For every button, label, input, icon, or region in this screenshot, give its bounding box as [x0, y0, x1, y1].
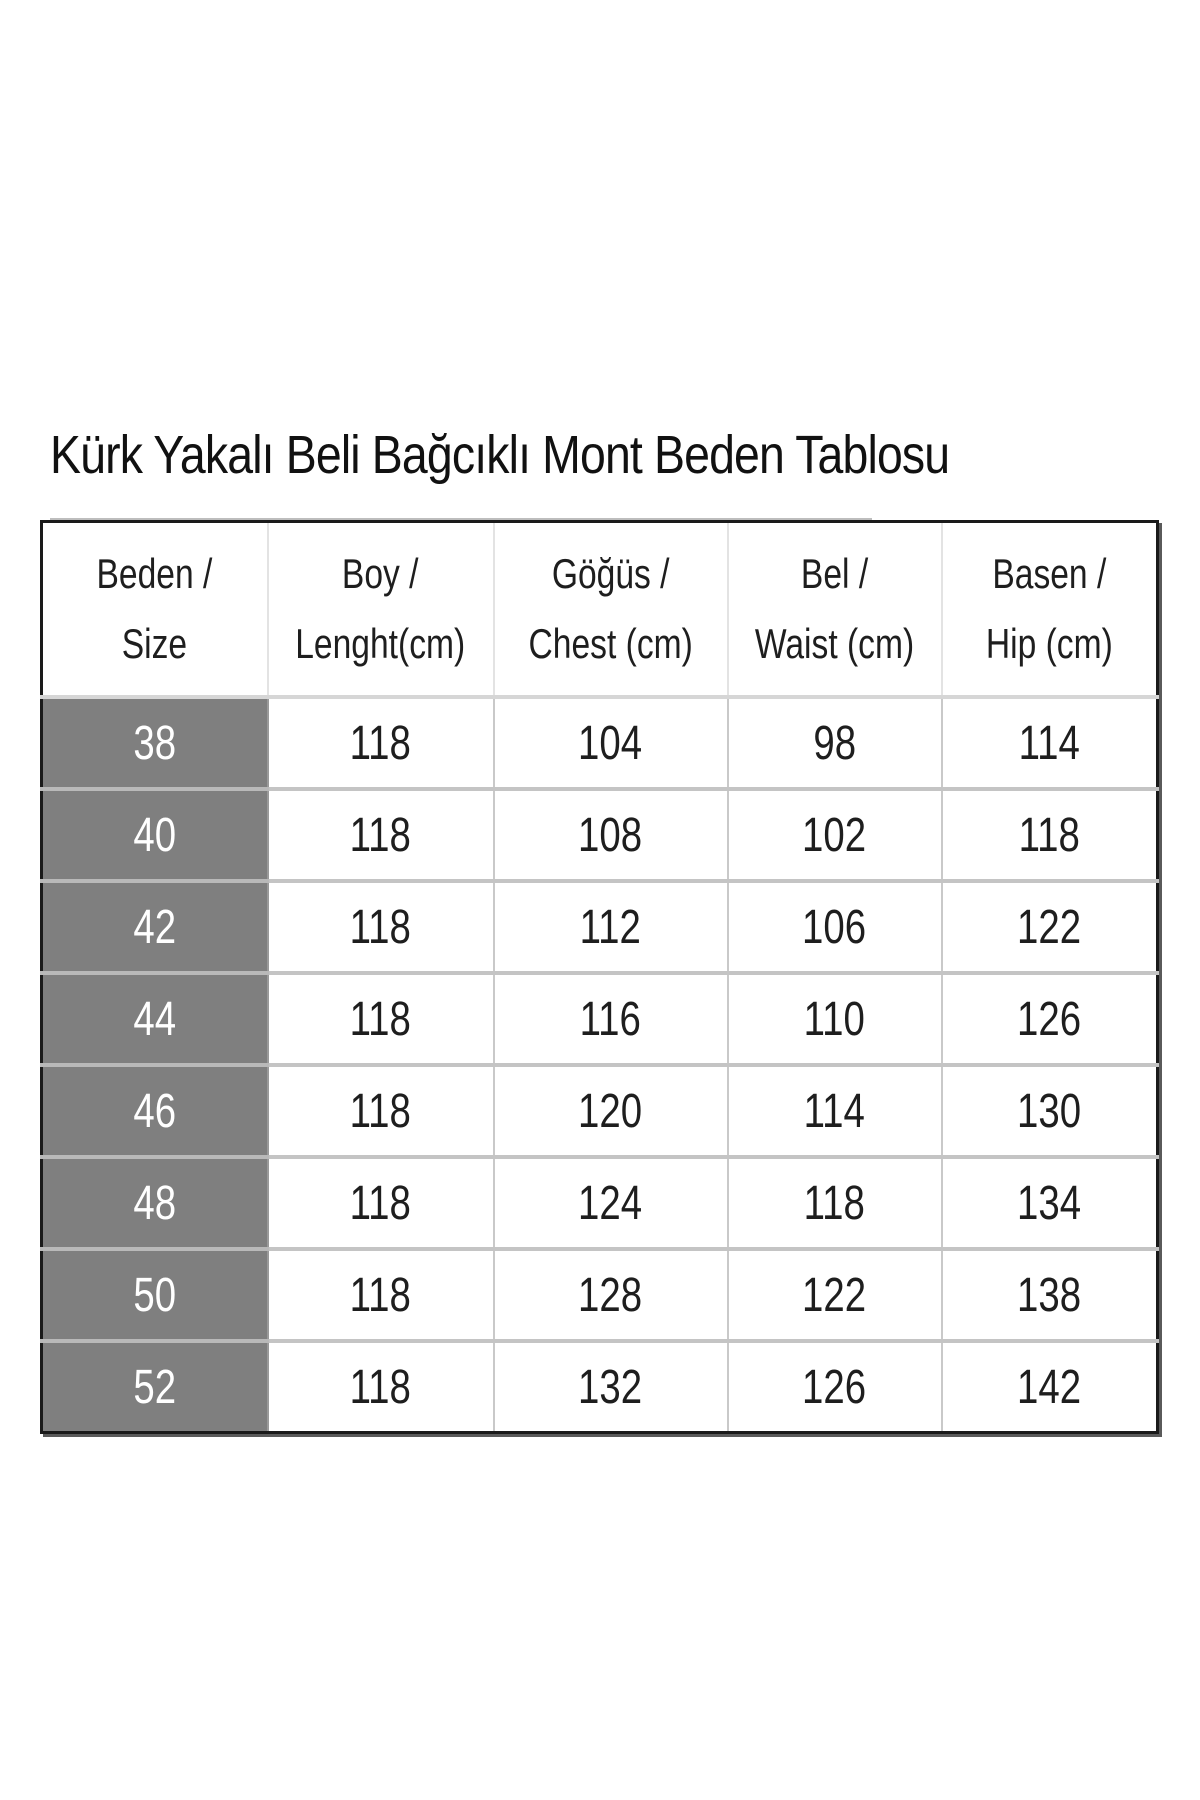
chest-cell: 120	[494, 1065, 728, 1157]
length-cell: 118	[268, 1341, 494, 1433]
length-cell: 118	[268, 1157, 494, 1249]
header-waist	[728, 522, 942, 698]
table-row	[42, 1341, 1158, 1433]
header-hip	[942, 522, 1158, 698]
table-row	[42, 881, 1158, 973]
page-title: Kürk Yakalı Beli Bağcıklı Mont Beden Tablosu	[50, 425, 950, 485]
chest-cell: 108	[494, 789, 728, 881]
table-row	[42, 1157, 1158, 1249]
size-cell: 40	[42, 789, 268, 881]
size-cell: 44	[42, 973, 268, 1065]
waist-cell: 102	[728, 789, 942, 881]
hip-cell: 134	[942, 1157, 1158, 1249]
header-length-line1: Boy /	[342, 550, 419, 597]
hip-cell: 118	[942, 789, 1158, 881]
chest-cell: 124	[494, 1157, 728, 1249]
table-row	[42, 973, 1158, 1065]
length-cell: 118	[268, 789, 494, 881]
length-cell: 118	[268, 1249, 494, 1341]
header-waist-line1: Bel /	[800, 550, 869, 597]
waist-cell: 122	[728, 1249, 942, 1341]
size-cell: 46	[42, 1065, 268, 1157]
chest-cell: 132	[494, 1341, 728, 1433]
header-length	[268, 522, 494, 698]
waist-cell: 98	[728, 697, 942, 789]
header-chest-line1: Göğüs /	[551, 550, 670, 597]
size-chart-table	[40, 520, 1159, 1434]
size-cell: 52	[42, 1341, 268, 1433]
length-cell: 118	[268, 973, 494, 1065]
length-cell: 118	[268, 697, 494, 789]
header-row	[42, 522, 1158, 698]
header-size	[42, 522, 268, 698]
hip-cell: 142	[1017, 1360, 1082, 1414]
header-hip-line2: Hip (cm)	[985, 620, 1113, 667]
size-cell: 48	[42, 1157, 268, 1249]
hip-cell: 138	[942, 1249, 1158, 1341]
chest-cell: 128	[494, 1249, 728, 1341]
table-row	[42, 697, 1158, 789]
length-cell: 118	[268, 881, 494, 973]
table-row	[42, 789, 1158, 881]
header-size-line2: Size	[122, 620, 188, 667]
chest-cell: 104	[494, 697, 728, 789]
waist-cell: 110	[728, 973, 942, 1065]
hip-cell: 122	[942, 881, 1158, 973]
waist-cell: 114	[728, 1065, 942, 1157]
size-cell: 42	[42, 881, 268, 973]
chest-cell: 116	[494, 973, 728, 1065]
size-cell: 38	[42, 697, 268, 789]
header-size-line1: Beden /	[96, 550, 213, 597]
waist-cell: 118	[728, 1157, 942, 1249]
hip-cell: 114	[942, 697, 1158, 789]
hip-cell: 126	[942, 973, 1158, 1065]
length-cell: 118	[268, 1065, 494, 1157]
waist-cell: 126	[728, 1341, 942, 1433]
table-row	[42, 1249, 1158, 1341]
chest-cell: 112	[494, 881, 728, 973]
header-hip-line1: Basen /	[992, 550, 1107, 597]
size-cell: 50	[42, 1249, 268, 1341]
header-length-line2: Lenght(cm)	[295, 620, 466, 667]
header-chest-line2: Chest (cm)	[528, 620, 693, 667]
table-row	[42, 1065, 1158, 1157]
header-chest	[494, 522, 728, 698]
waist-cell: 106	[728, 881, 942, 973]
header-waist-line2: Waist (cm)	[754, 620, 915, 667]
hip-cell: 130	[942, 1065, 1158, 1157]
